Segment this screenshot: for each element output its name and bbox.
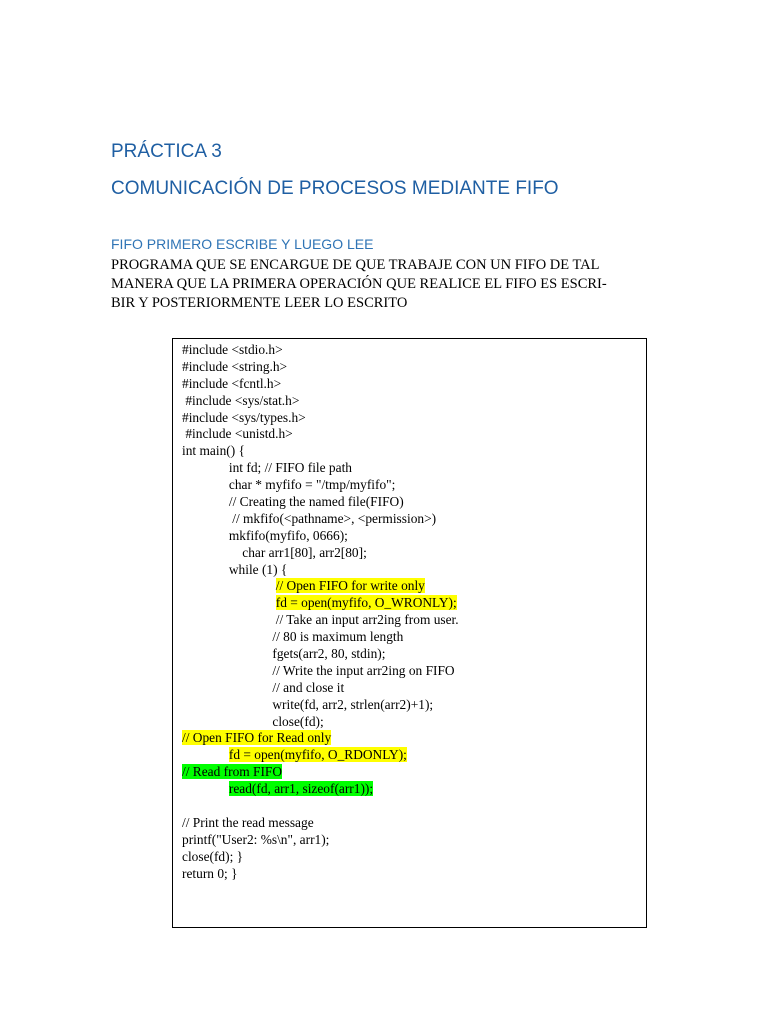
code-line (182, 545, 459, 562)
code-text: // Take an input arr2ing from user. (275, 612, 459, 628)
code-line (182, 528, 459, 545)
code-text: #include <sys/stat.h> (185, 392, 300, 408)
code-text: // Write the input arr2ing on FIFO (272, 662, 455, 678)
code-indent (182, 646, 272, 661)
code-text: fd = open(myfifo, O_WRONLY); (275, 595, 457, 611)
section-title: COMUNICACIÓN DE PROCESOS MEDIANTE FIFO (111, 178, 559, 199)
code-text: // and close it (272, 679, 345, 695)
code-indent (182, 663, 272, 678)
code-text: // Read from FIFO (182, 764, 283, 780)
code-listing-box (172, 338, 647, 928)
subsection-title: FIFO PRIMERO ESCRIBE Y LUEGO LEE (111, 236, 374, 252)
code-indent (182, 747, 229, 762)
code-text: // mkfifo(<pathname>, <permission>) (232, 510, 437, 526)
code-indent (182, 578, 276, 593)
code-text: int main() { (182, 443, 245, 459)
code-line (182, 426, 459, 443)
code-indent (182, 714, 272, 729)
code-line (182, 342, 459, 359)
code-text: #include <unistd.h> (185, 426, 293, 442)
code-line (182, 714, 459, 731)
description-line: BIR Y POSTERIORMENTE LEER LO ESCRITO (111, 295, 408, 311)
code-text: char arr1[80], arr2[80]; (242, 544, 367, 560)
code-indent (182, 697, 272, 712)
code-line (182, 443, 459, 460)
code-line (182, 663, 459, 680)
code-listing (182, 342, 459, 883)
code-text: printf("User2: %s\n", arr1); (182, 831, 330, 847)
code-line (182, 393, 459, 410)
code-indent (182, 629, 272, 644)
code-text: // Open FIFO for write only (275, 578, 425, 594)
code-text: while (1) { (228, 561, 288, 577)
code-indent (182, 528, 229, 543)
code-indent (182, 477, 229, 492)
code-indent (182, 545, 242, 560)
code-indent (182, 612, 276, 627)
code-line (182, 832, 459, 849)
code-line (182, 612, 459, 629)
code-text: mkfifo(myfifo, 0666); (228, 527, 348, 543)
code-line (182, 410, 459, 427)
code-text: int fd; // FIFO file path (228, 460, 352, 476)
code-text: close(fd); (272, 713, 324, 729)
code-text: // Open FIFO for Read only (182, 730, 332, 746)
code-line (182, 680, 459, 697)
code-indent (182, 781, 229, 796)
code-text: write(fd, arr2, strlen(arr2)+1); (272, 696, 434, 712)
code-line (182, 798, 459, 815)
code-text: #include <string.h> (182, 358, 288, 374)
code-indent (182, 460, 229, 475)
code-text: // Creating the named file(FIFO) (228, 494, 404, 510)
practice-title: PRÁCTICA 3 (111, 141, 222, 162)
code-line (182, 781, 459, 798)
code-text: fd = open(myfifo, O_RDONLY); (228, 747, 407, 763)
code-text: char * myfifo = "/tmp/myfifo"; (228, 477, 396, 493)
code-indent (182, 595, 276, 610)
code-text: close(fd); } (182, 848, 244, 864)
code-line (182, 866, 459, 883)
code-text: fgets(arr2, 80, stdin); (272, 646, 386, 662)
code-line (182, 511, 459, 528)
code-line (182, 494, 459, 511)
code-line (182, 730, 459, 747)
code-text: // Print the read message (182, 814, 314, 830)
code-line (182, 477, 459, 494)
code-line (182, 562, 459, 579)
code-line (182, 595, 459, 612)
code-text: // 80 is maximum length (272, 629, 404, 645)
code-line (182, 359, 459, 376)
description-line: MANERA QUE LA PRIMERA OPERACIÓN QUE REALICE EL FIFO ES ESCRI- (111, 276, 607, 292)
code-indent (182, 511, 232, 526)
code-line (182, 629, 459, 646)
code-line (182, 849, 459, 866)
code-line (182, 578, 459, 595)
code-text: return 0; } (182, 865, 238, 881)
code-text: read(fd, arr1, sizeof(arr1)); (228, 781, 374, 797)
assignment-description (111, 256, 651, 313)
code-line (182, 460, 459, 477)
code-text: #include <fcntl.h> (182, 375, 282, 391)
code-text: #include <stdio.h> (182, 342, 283, 357)
code-indent (182, 680, 272, 695)
code-line (182, 376, 459, 393)
code-line (182, 697, 459, 714)
code-line (182, 646, 459, 663)
code-line (182, 764, 459, 781)
code-indent (182, 494, 229, 509)
description-line: PROGRAMA QUE SE ENCARGUE DE QUE TRABAJE CON UN FIFO DE TAL (111, 257, 600, 273)
code-text: #include <sys/types.h> (182, 409, 306, 425)
code-line (182, 815, 459, 832)
code-line (182, 747, 459, 764)
code-indent (182, 562, 229, 577)
